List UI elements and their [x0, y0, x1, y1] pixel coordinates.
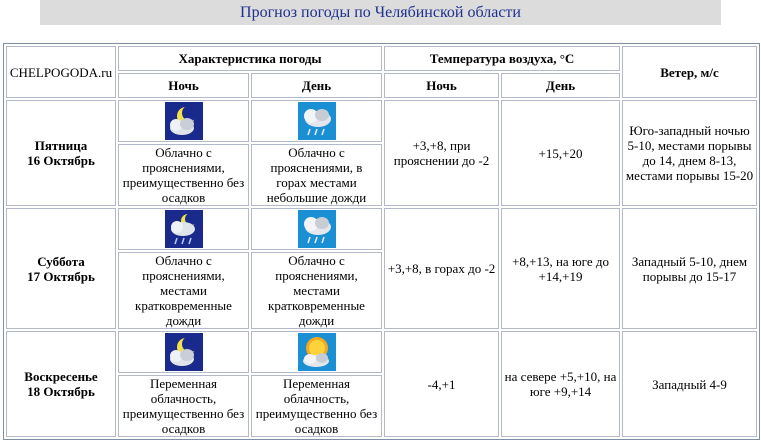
cloud-rain-moon-icon	[165, 210, 203, 248]
sun-cloud-icon	[298, 333, 336, 371]
day-icon-cell	[251, 100, 382, 142]
day-name: Воскресенье	[24, 369, 98, 384]
night-description: Облачно с прояснениями, преимущественно без осадков	[118, 144, 249, 206]
header-temperature: Температура воздуха, °С	[384, 46, 620, 71]
header-wind: Ветер, м/с	[622, 46, 757, 98]
night-description: Облачно с прояснениями, местами кратковременные дожди	[118, 252, 249, 329]
wind: Западный 5-10, днем порывы до 15-17	[622, 208, 757, 329]
night-icon-cell	[118, 331, 249, 373]
header-weather-night: Ночь	[118, 73, 249, 98]
table-row	[6, 100, 757, 142]
cloudy-moon-icon	[165, 333, 203, 371]
cloudy-moon-icon	[165, 102, 203, 140]
day-name: Пятница	[34, 138, 88, 153]
day-description: Переменная облачность, преимущественно без осадков	[251, 375, 382, 437]
page-title-bar	[40, 0, 721, 25]
temp-day: +8,+13, на юге до +14,+19	[501, 208, 620, 329]
table-row	[6, 208, 757, 250]
day-cell	[6, 208, 116, 329]
cloud-rain-icon	[298, 210, 336, 248]
day-cell	[6, 100, 116, 206]
header-temp-night: Ночь	[384, 73, 499, 98]
header-weather: Характеристика погоды	[118, 46, 382, 71]
day-name: Суббота	[37, 253, 85, 269]
temp-day: +15,+20	[501, 100, 620, 206]
day-icon-cell	[251, 208, 382, 250]
day-date: 17 Октябрь	[27, 268, 95, 284]
day-description: Облачно с прояснениями, в горах местами небольшие дожди	[251, 144, 382, 206]
header-temp-day: День	[501, 73, 620, 98]
wind: Юго-западный ночью 5-10, местами порывы до 14, днем 8-13, местами порывы 15-20	[622, 100, 757, 206]
temp-night: +3,+8, при прояснении до -2	[384, 100, 499, 206]
forecast-table	[3, 43, 760, 440]
page-title: Прогноз погоды по Челябинской области	[240, 4, 521, 21]
temp-day: на севере +5,+10, на юге +9,+14	[501, 331, 620, 437]
table-row	[6, 331, 757, 373]
temp-night: -4,+1	[384, 331, 499, 437]
temp-night: +3,+8, в горах до -2	[384, 208, 499, 329]
day-icon-cell	[251, 331, 382, 373]
header-weather-day: День	[251, 73, 382, 98]
day-date: 16 Октябрь	[27, 153, 95, 168]
night-icon-cell	[118, 208, 249, 250]
day-date: 18 Октябрь	[27, 384, 95, 399]
site-name: CHELPOGODA.ru	[6, 46, 116, 98]
day-cell	[6, 331, 116, 437]
wind: Западный 4-9	[622, 331, 757, 437]
cloud-rain-icon	[298, 102, 336, 140]
day-description: Облачно с прояснениями, местами кратковременные дожди	[251, 252, 382, 329]
night-description: Переменная облачность, преимущественно без осадков	[118, 375, 249, 437]
night-icon-cell	[118, 100, 249, 142]
